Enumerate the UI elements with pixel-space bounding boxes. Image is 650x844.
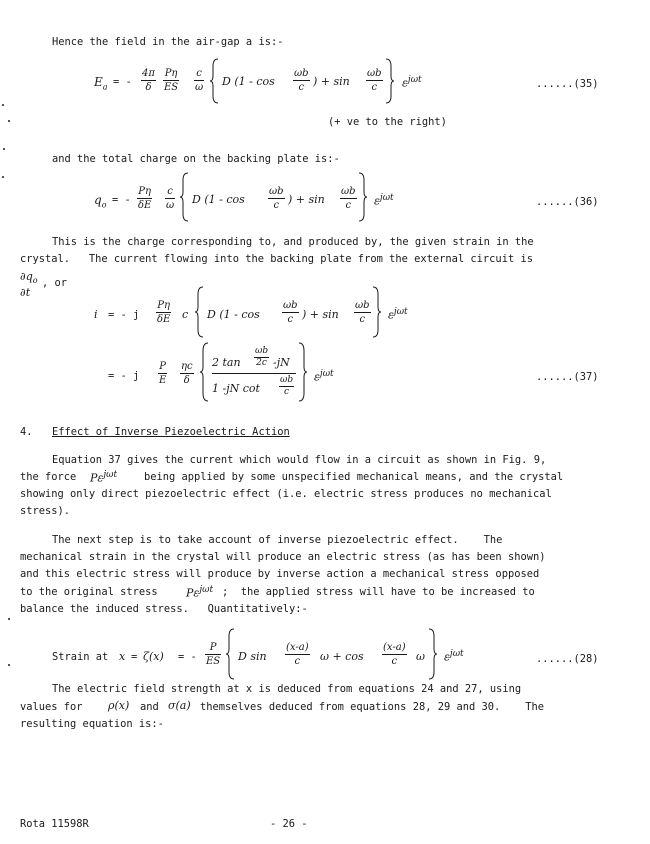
- scan-speck: [8, 618, 10, 620]
- eq28-left-brace: [226, 628, 236, 680]
- eq28-exp: $\varepsilon^{j\omega t}$: [444, 649, 464, 664]
- eq28-right-brace: [428, 628, 438, 680]
- eq36-right-brace: [358, 172, 368, 222]
- eq35-note: (+ ve to the right): [328, 116, 447, 128]
- field-para-line-2a: values for: [20, 701, 83, 713]
- eq28-frac1: P ES: [206, 642, 221, 667]
- eq35-lhs: $E_a$: [94, 75, 108, 92]
- next-para-line-1: The next step is to take account of inverse piezoelectric effect. The: [52, 534, 503, 546]
- eq28-x: x: [119, 650, 126, 663]
- eq37a-body1: D (1 - cos: [207, 308, 260, 321]
- current-line-1: This is the charge corresponding to, and produced by, the given strain in the: [52, 236, 534, 248]
- eq37-para-line-2b: being applied by some unspecified mechanical means, and the crystal: [144, 471, 564, 483]
- next-para-force: $P\varepsilon^{j\omega t}$: [186, 585, 214, 600]
- eq36-frac-c: ωb c: [341, 186, 356, 211]
- eq37b-main-bar: [212, 373, 296, 374]
- eq37b-bot1: 1 -jN cot: [212, 382, 260, 395]
- eq37-para-force: $P\varepsilon^{j\omega t}$: [90, 470, 118, 485]
- next-para-line-5: balance the induced stress. Quantitatively:-: [20, 603, 308, 615]
- eq37b-frac-top: ωb 2c: [255, 346, 269, 368]
- eq28-equals: = -: [178, 651, 197, 663]
- scan-speck: [2, 176, 4, 178]
- eq35-body2: ) + sin: [313, 75, 350, 88]
- eq37a-equals: = - j: [108, 309, 140, 321]
- eq37a-lhs: i: [94, 308, 98, 321]
- eq37a-frac-b: ωb c: [283, 300, 298, 325]
- eq35-exp: $\varepsilon^{j\omega t}$: [402, 75, 422, 90]
- eq35-frac-c: ωb c: [367, 68, 382, 93]
- eq36-lhs: $q_o$: [94, 193, 107, 210]
- eq37a-frac1: Pη δE: [157, 300, 171, 325]
- eq36-body1: D (1 - cos: [192, 193, 245, 206]
- next-para-line-3: and this electric stress will produce by inverse action a mechanical stress opposed: [20, 568, 540, 580]
- footer-page-number: - 26 -: [270, 818, 308, 830]
- eq35-left-brace: [210, 58, 220, 104]
- eq28-eq1: =: [131, 651, 138, 663]
- eq37-para-line-1: Equation 37 gives the current which would flow in a circuit as shown in Fig. 9,: [52, 454, 547, 466]
- eq37b-exp: $\varepsilon^{j\omega t}$: [314, 369, 334, 384]
- field-para-line-1: The electric field strength at x is deduced from equations 24 and 27, using: [52, 683, 522, 695]
- current-line-2: crystal. The current flowing into the backing plate from the external circuit is: [20, 253, 533, 265]
- scan-speck: [3, 148, 5, 150]
- eq37-number: ......(37): [536, 371, 599, 383]
- section-number: 4.: [20, 426, 33, 438]
- scan-speck: [8, 664, 10, 666]
- eq36-frac1: Pη δE: [138, 186, 152, 211]
- eq36-body2: ) + sin: [288, 193, 325, 206]
- charge-intro-text: and the total charge on the backing plate is:-: [52, 153, 340, 165]
- eq37a-frac-c: ωb c: [355, 300, 370, 325]
- eq28-frac-b: (x-a) c: [383, 642, 406, 667]
- eq37b-frac2: ηc δ: [181, 361, 193, 386]
- field-para-line-2b: themselves deduced from equations 28, 29 and 30. The: [200, 701, 545, 713]
- next-para-line-4b: ; the applied stress will have to be increased to: [222, 586, 535, 598]
- eq37-para-line-3: showing only direct piezoelectric effect (i.e. electric stress produces no mechanical: [20, 488, 552, 500]
- eq28-body1: D sin: [238, 650, 267, 663]
- footer-reference: Rota 11598R: [20, 818, 89, 830]
- eq37b-top1: 2 tan: [212, 356, 241, 369]
- eq37a-body2: ) + sin: [302, 308, 339, 321]
- eq37b-right-brace: [298, 342, 308, 402]
- eq35-number: ......(35): [536, 78, 599, 90]
- field-para-sigma: σ(a): [168, 699, 191, 712]
- eq28-number: ......(28): [536, 653, 599, 665]
- eq28-body2: ω + cos: [320, 650, 364, 663]
- eq28-body3: ω: [416, 650, 425, 663]
- field-para-line-3: resulting equation is:-: [20, 718, 164, 730]
- eq35-body1: D (1 - cos: [222, 75, 275, 88]
- eq37a-exp: $\varepsilon^{j\omega t}$: [388, 307, 408, 322]
- deriv-den: ∂t: [20, 286, 31, 299]
- eq36-exp: $\varepsilon^{j\omega t}$: [374, 193, 394, 208]
- eq36-left-brace: [180, 172, 190, 222]
- eq36-equals: = -: [112, 194, 131, 206]
- field-intro-text: Hence the field in the air-gap a is:-: [52, 36, 284, 48]
- next-para-line-2: mechanical strain in the crystal will produce an electric stress (as has been shown): [20, 551, 546, 563]
- eq37b-frac-bot: ωb c: [280, 375, 294, 397]
- eq37b-top2: -jN: [273, 356, 290, 369]
- field-para-and: and: [140, 701, 159, 713]
- eq35-frac-b: ωb c: [294, 68, 309, 93]
- deriv-or: , or: [42, 277, 68, 289]
- deriv-num: $\partial q_o$: [20, 270, 38, 286]
- eq35-frac1: 4π δ: [142, 68, 155, 93]
- scan-speck: [2, 104, 4, 106]
- eq37-para-line-4: stress).: [20, 505, 71, 517]
- eq37b-frac1: P E: [159, 361, 167, 386]
- eq35-equals: = -: [113, 76, 132, 88]
- eq28-frac-a: (x-a) c: [286, 642, 309, 667]
- eq37b-equals: = - j: [108, 370, 140, 382]
- eq28-zeta: ζ(x): [143, 650, 164, 663]
- section-title: Effect of Inverse Piezoelectric Action: [52, 426, 290, 438]
- field-para-rho: ρ(x): [108, 699, 130, 712]
- eq37a-left-brace: [195, 286, 205, 338]
- eq36-number: ......(36): [536, 196, 599, 208]
- eq37-para-line-2a: the force: [20, 471, 77, 483]
- eq37a-c: c: [182, 308, 189, 321]
- next-para-line-4a: to the original stress: [20, 586, 158, 598]
- eq35-frac3: c ω: [195, 68, 204, 93]
- eq37a-right-brace: [372, 286, 382, 338]
- eq36-frac2: c ω: [166, 186, 175, 211]
- scan-speck: [8, 120, 10, 122]
- eq36-frac-b: ωb c: [269, 186, 284, 211]
- eq35-frac2: Pη ES: [164, 68, 179, 93]
- eq35-right-brace: [385, 58, 395, 104]
- eq37b-left-brace: [200, 342, 210, 402]
- eq28-lead: Strain at: [52, 651, 109, 663]
